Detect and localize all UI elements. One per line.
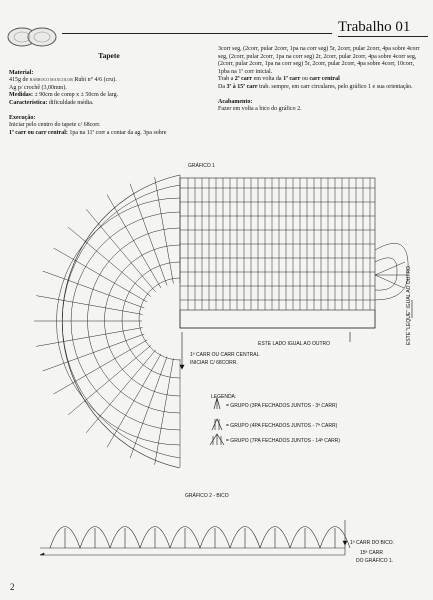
execucao-label: Execução: bbox=[9, 114, 36, 121]
material-label: Material: bbox=[9, 69, 34, 76]
execucao-line: Iniciar pelo centro do tapete c/ 68corr. bbox=[9, 122, 101, 129]
brand-logo: BARROCO MAXCOLOR bbox=[29, 76, 73, 82]
legend-item-3: = GRUPO (7PA FECHADOS JUNTOS - 14ª CARR) bbox=[226, 438, 341, 444]
direction-arrow bbox=[180, 300, 412, 369]
instructions-left bbox=[9, 52, 209, 137]
side-fan bbox=[375, 243, 408, 300]
page-number: 2 bbox=[10, 582, 15, 592]
chart-1-carr1-note: 1ª CARR OU CARR CENTRAL bbox=[190, 352, 260, 358]
material-line-1: 415g de BARROCO MAXCOLOR Rubi n° 4/6 (cru). bbox=[9, 76, 117, 84]
acabamento-line: Fazer em volta a bico do gráfico 2. bbox=[218, 106, 302, 113]
acabamento-label: Acabamento: bbox=[218, 98, 253, 105]
legend-icons bbox=[210, 398, 224, 445]
chart-1-lado-note: ESTE LADO IGUAL AO OUTRO bbox=[258, 341, 331, 347]
instructions-right bbox=[218, 46, 423, 114]
legend-item-2: = GRUPO (4PA FECHADOS JUNTOS - 7ª CARR) bbox=[226, 423, 338, 429]
chart-1-iniciar-note: INICIAR C/ 68CORR. bbox=[190, 360, 238, 366]
header-divider bbox=[62, 33, 332, 34]
chart-2-note-1: 1ª CARR DO BICO. bbox=[350, 540, 395, 546]
material-line-2: Ag p/ crochê (3,00mm). bbox=[9, 84, 67, 91]
legend-item-1: = GRUPO (3PA FECHADOS JUNTOS - 3ª CARR) bbox=[226, 403, 338, 409]
instructions-paragraph-3: Da 3ª à 15ª carr trab. sempre, em carr circulares, pelo gráfico 1 e sua orientação. bbox=[218, 83, 413, 90]
chart-1-leque-note: ESTE "LEQUE" IGUAL AO OUTRO bbox=[406, 266, 412, 345]
chart-2-note-2: 15ª CARR bbox=[360, 550, 383, 556]
legend-title: LEGENDA: bbox=[211, 394, 237, 400]
carr1-line: 1ª carr ou carr central: 1pa na 11ª corr a contar da ag. 3pa sobre bbox=[9, 129, 167, 136]
chart-2-diagram bbox=[40, 520, 350, 555]
chart-2-title: GRÁFICO 2 - BICO bbox=[185, 493, 229, 499]
pattern-heading: Tapete bbox=[98, 51, 120, 60]
chart-2-note-3: DO GRÁFICO 1. bbox=[356, 558, 394, 564]
crochet-diagram bbox=[0, 150, 433, 600]
caracteristica-line: Característica: dificuldade média. bbox=[9, 99, 94, 106]
logo-ornament bbox=[6, 26, 66, 48]
page-title: Trabalho 01 bbox=[338, 19, 411, 35]
medidas-line: Medidas: ± 90cm de comp x ± 50cm de larg. bbox=[9, 92, 119, 99]
instructions-paragraph-1: 3corr seg, (2corr, pular 2corr, 1pa na corr seg) 5r, 2corr, pular 2corr, 4pa sobre 4corr seg, (2corr, pular 2corr, 1pa na corr seg) 2r, 2corr, pular 2corr, 4pa sobre 4corr seg, (2corr, pular 2corr, 1pa na corr seg) 5r, 2corr, pular 2corr, 4pa sobre 4corr, 10corr, 1pba na 1ª corr inicial. bbox=[218, 46, 420, 75]
instructions-paragraph-2: Trab a 2ª carr em volta da 1ª carr ou carr central bbox=[218, 76, 340, 83]
chart-1-title: GRÁFICO 1 bbox=[188, 163, 215, 169]
title-underline bbox=[338, 36, 428, 37]
